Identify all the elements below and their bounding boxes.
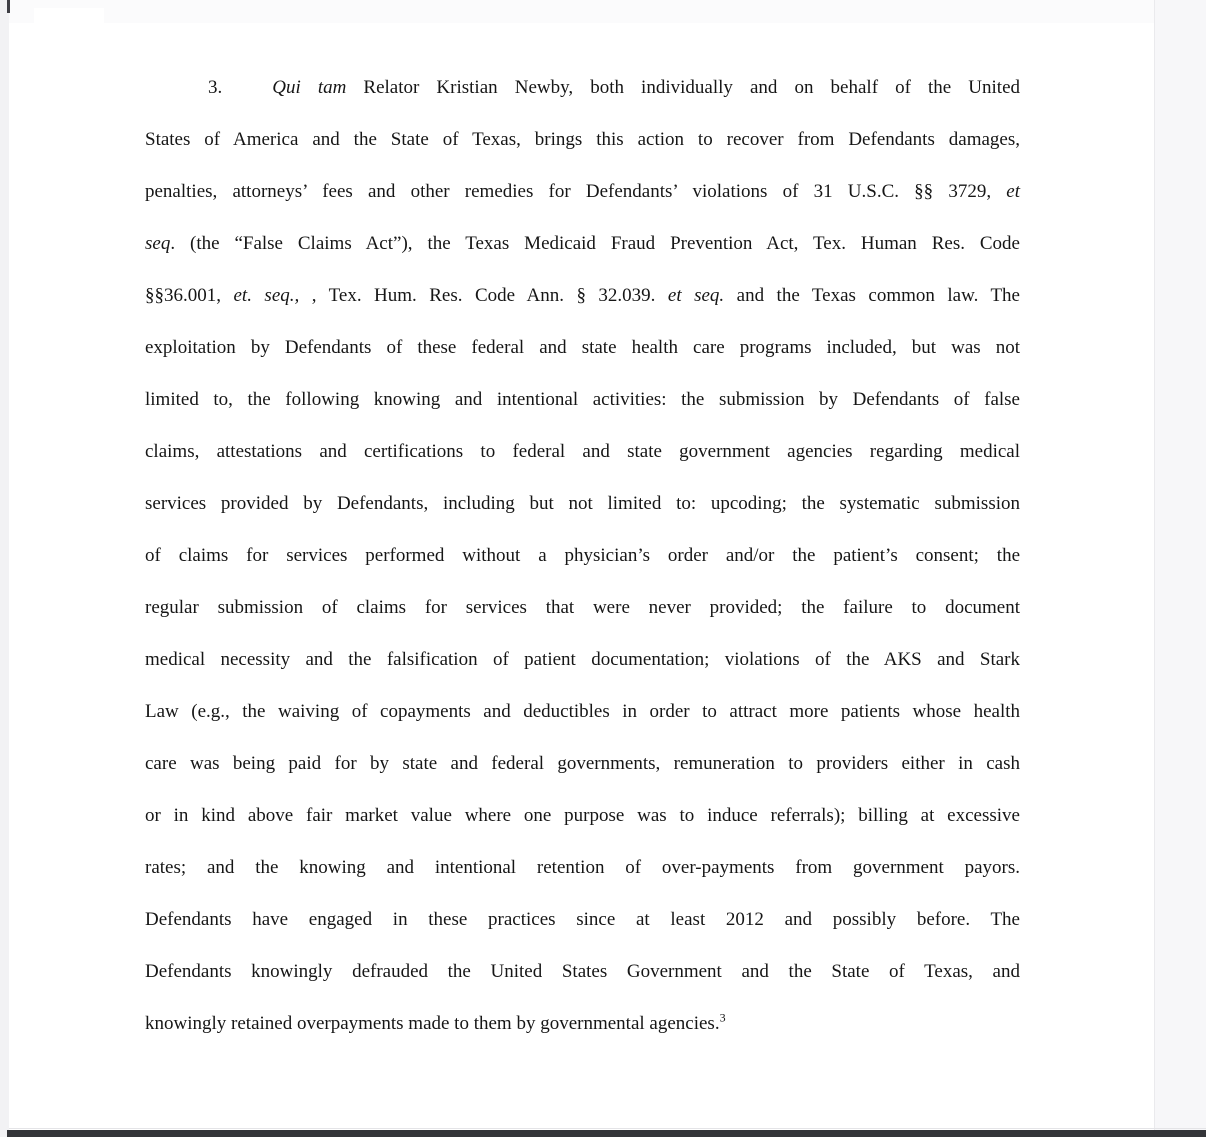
body-text: knowingly retained overpayments made to them by governmental agencies. xyxy=(145,1013,720,1034)
body-text: Law (e.g., the waiving of copayments and deductibles in order to attract more patients whose health xyxy=(145,701,1020,722)
body-text: . (the “False Claims Act”), the Texas Medicaid Fraud Prevention Act, Tex. Human Res. Code xyxy=(170,233,1020,254)
text-line xyxy=(145,218,1020,270)
text-line xyxy=(145,478,1020,530)
body-text: Relator Kristian Newby, both individually and on behalf of the United xyxy=(346,77,1021,98)
text-line xyxy=(145,322,1020,374)
body-text: States of America and the State of Texas, brings this action to recover from Defendants damages, xyxy=(145,129,1020,150)
text-line xyxy=(145,62,1020,114)
body-text: Defendants have engaged in these practices since at least 2012 and possibly before. The xyxy=(145,909,1020,930)
body-text: , Tex. Hum. Res. Code Ann. § 32.039. xyxy=(299,285,668,306)
text-line xyxy=(145,426,1020,478)
body-text: rates; and the knowing and intentional retention of over-payments from government payors. xyxy=(145,857,1020,878)
text-line xyxy=(145,634,1020,686)
body-text: services provided by Defendants, including but not limited to: upcoding; the systematic submission xyxy=(145,493,1020,514)
italic-text: et seq. xyxy=(667,285,725,306)
body-text: Defendants knowingly defrauded the United States Government and the State of Texas, and xyxy=(145,961,1020,982)
bottom-bar xyxy=(7,1130,1206,1137)
top-scan-band xyxy=(9,0,1154,23)
text-line xyxy=(145,790,1020,842)
right-gutter xyxy=(1154,0,1206,1137)
text-line xyxy=(145,270,1020,322)
italic-text: seq xyxy=(145,233,171,254)
document-paragraph xyxy=(145,62,1020,1050)
bottom-hairline xyxy=(9,1128,1206,1129)
text-line xyxy=(145,686,1020,738)
text-line xyxy=(145,166,1020,218)
paragraph-number: 3. xyxy=(208,77,223,98)
body-text: care was being paid for by state and federal governments, remuneration to providers either in cash xyxy=(145,753,1020,774)
text-line xyxy=(145,582,1020,634)
body-text: medical necessity and the falsification of patient documentation; violations of the AKS and Stark xyxy=(145,649,1020,670)
body-text: and the Texas common law. The xyxy=(724,285,1020,306)
text-line xyxy=(145,738,1020,790)
top-scan-notch xyxy=(34,8,104,23)
body-text: exploitation by Defendants of these federal and state health care programs included, but was not xyxy=(145,337,1020,358)
body-text: of claims for services performed without a physician’s order and/or the patient’s consent; the xyxy=(145,545,1020,566)
italic-text: et. seq., xyxy=(233,285,300,306)
body-text: or in kind above fair market value where one purpose was to induce referrals); billing at excessive xyxy=(145,805,1020,826)
text-line xyxy=(145,894,1020,946)
italic-text: Qui tam xyxy=(272,77,347,98)
body-text: limited to, the following knowing and intentional activities: the submission by Defendants of false xyxy=(145,389,1020,410)
body-text: penalties, attorneys’ fees and other remedies for Defendants’ violations of 31 U.S.C. §§ 3729, xyxy=(145,181,1007,202)
body-text: §§36.001, xyxy=(145,285,234,306)
text-line xyxy=(145,946,1020,998)
text-line xyxy=(145,114,1020,166)
text-line xyxy=(145,842,1020,894)
footnote-marker: 3 xyxy=(719,1010,726,1025)
text-line xyxy=(145,530,1020,582)
italic-text: et xyxy=(1006,181,1020,202)
text-line xyxy=(145,998,1020,1050)
left-gutter xyxy=(0,0,9,1137)
corner-mark xyxy=(7,0,10,13)
body-text: regular submission of claims for services that were never provided; the failure to document xyxy=(145,597,1020,618)
body-text: claims, attestations and certifications to federal and state government agencies regarding medical xyxy=(145,441,1020,462)
text-line xyxy=(145,374,1020,426)
